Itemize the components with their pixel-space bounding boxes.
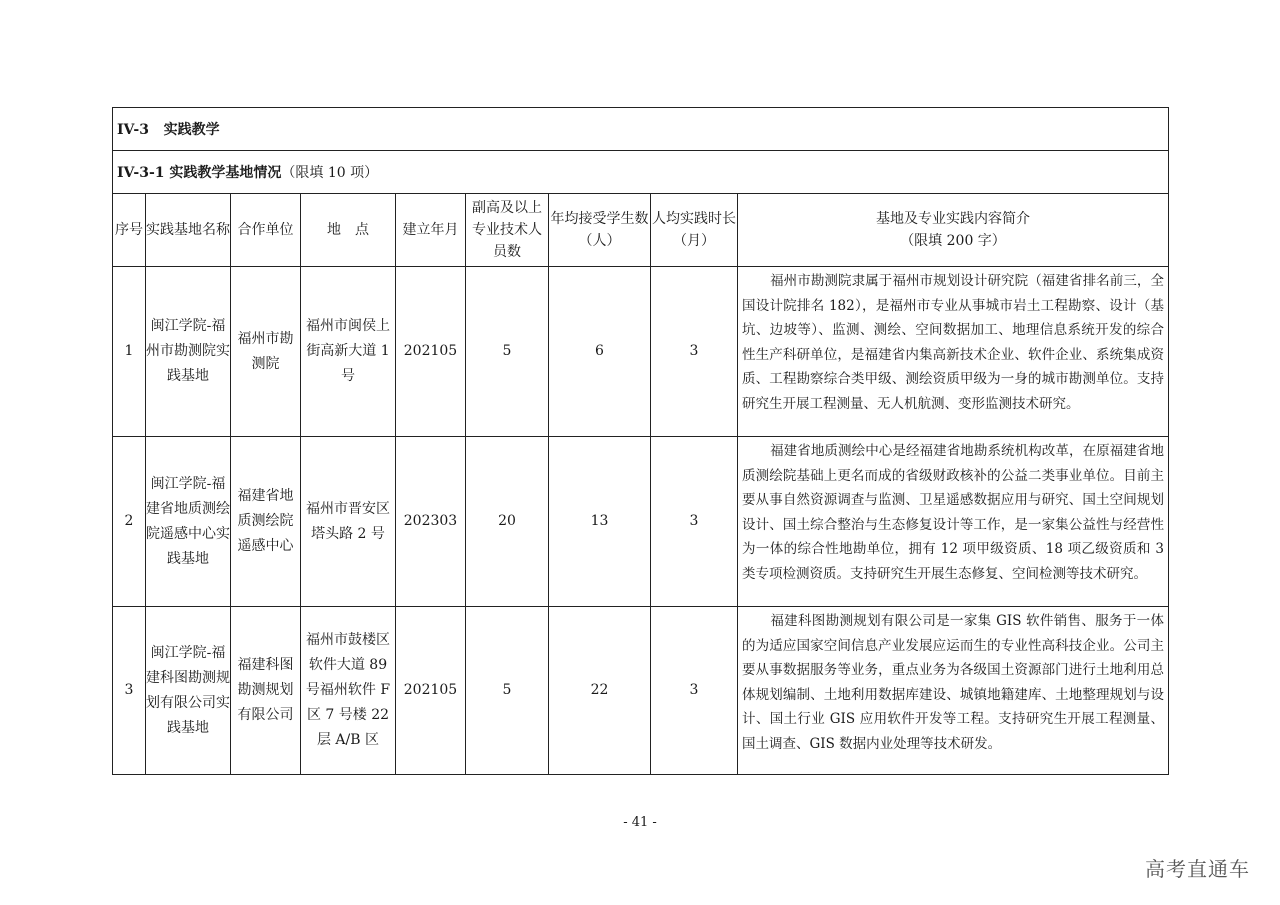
table-row: [113, 607, 1169, 775]
cell-intro-text: 福州市勘测院隶属于福州市规划设计研究院（福建省排名前三，全国设计院排名 182），是福州市专业从事城市岩土工程勘察、设计（基坑、边坡等）、监测、测绘、空间数据加工、地理信息系统开发的综合性生产科研单位，是福建省内集高新技术企业、软件企业、系统集成资质、工程勘察综合类甲级、测绘资质甲级为一身的城市勘测单位。支持研究生开展工程测量、无人机航测、变形监测技术研究。: [742, 273, 1164, 412]
cell-base-name: 闽江学院-福建省地质测绘院遥感中心实践基地: [146, 437, 231, 607]
header-annual-students: 年均接受学生数（人）: [549, 194, 651, 267]
header-intro-title: 基地及专业实践内容简介: [876, 211, 1030, 227]
table-header-row: [113, 194, 1169, 267]
cell-intro-text: 福建科图勘测规划有限公司是一家集 GIS 软件销售、服务于一体的为适应国家空间信息产业发展应运而生的专业性高科技企业。公司主要从事数据服务等业务，重点业务为各级国土资源部门进行土地利用总体规划编制、土地利用数据库建设、城镇地籍建库、土地整理规划与设计、国土行业 GIS 应用软件开发等工程。支持研究生开展工程测量、国土调查、GIS 数据内业处理等技术研发。: [742, 613, 1164, 752]
cell-location: 福州市晋安区塔头路 2 号: [301, 437, 396, 607]
cell-avg-months: 3: [651, 437, 738, 607]
cell-avg-months: 3: [651, 607, 738, 775]
cell-partner: 福建省地质测绘院遥感中心: [231, 437, 301, 607]
cell-senior-staff: 5: [466, 607, 549, 775]
cell-location: 福州市闽侯上街高新大道 1 号: [301, 267, 396, 437]
cell-avg-months: 3: [651, 267, 738, 437]
section-title: [113, 108, 1169, 151]
cell-established: 202303: [396, 437, 466, 607]
header-partner: 合作单位: [231, 194, 301, 267]
cell-annual-students: 22: [549, 607, 651, 775]
subsection-code: IV-3-1: [117, 165, 165, 181]
section-code: IV-3: [117, 122, 149, 138]
subsection-note: （限填 10 项）: [281, 165, 379, 181]
cell-partner: 福建科图勘测规划有限公司: [231, 607, 301, 775]
cell-location: 福州市鼓楼区软件大道 89 号福州软件 F 区 7 号楼 22 层 A/B 区: [301, 607, 396, 775]
cell-intro: [738, 607, 1169, 775]
subsection-name: 实践教学基地情况: [169, 165, 282, 181]
header-senior-staff: 副高及以上专业技术人员数: [466, 194, 549, 267]
table-row: [113, 267, 1169, 437]
cell-senior-staff: 20: [466, 437, 549, 607]
page-number: - 41 -: [623, 815, 657, 830]
table-row: [113, 437, 1169, 607]
cell-no: 1: [113, 267, 146, 437]
cell-partner: 福州市勘测院: [231, 267, 301, 437]
cell-base-name: 闽江学院-福建科图勘测规划有限公司实践基地: [146, 607, 231, 775]
header-no: 序号: [113, 194, 146, 267]
cell-established: 202105: [396, 607, 466, 775]
header-avg-months: 人均实践时长（月）: [651, 194, 738, 267]
header-established: 建立年月: [396, 194, 466, 267]
header-intro-note: （限填 200 字）: [900, 233, 1006, 249]
header-base-name: 实践基地名称: [146, 194, 231, 267]
cell-no: 2: [113, 437, 146, 607]
watermark-text: 高考直通车: [1145, 857, 1250, 881]
header-location: 地 点: [301, 194, 396, 267]
header-intro: [738, 194, 1169, 267]
cell-intro-text: 福建省地质测绘中心是经福建省地勘系统机构改革，在原福建省地质测绘院基础上更名而成的省级财政核补的公益二类事业单位。目前主要从事自然资源调查与监测、卫星遥感数据应用与研究、国土空间规划设计、国土综合整治与生态修复设计等工作，是一家集公益性与经营性为一体的综合性地勘单位，拥有 12 项甲级资质、18 项乙级资质和 3 类专项检测资质。支持研究生开展生态修复、空间检测等技术研究。: [742, 443, 1164, 582]
cell-annual-students: 6: [549, 267, 651, 437]
cell-no: 3: [113, 607, 146, 775]
section-name: 实践教学: [163, 122, 220, 138]
cell-senior-staff: 5: [466, 267, 549, 437]
cell-intro: [738, 267, 1169, 437]
cell-base-name: 闽江学院-福州市勘测院实践基地: [146, 267, 231, 437]
cell-intro: [738, 437, 1169, 607]
cell-established: 202105: [396, 267, 466, 437]
cell-annual-students: 13: [549, 437, 651, 607]
subsection-title: [113, 151, 1169, 194]
practice-base-table: [112, 107, 1169, 775]
